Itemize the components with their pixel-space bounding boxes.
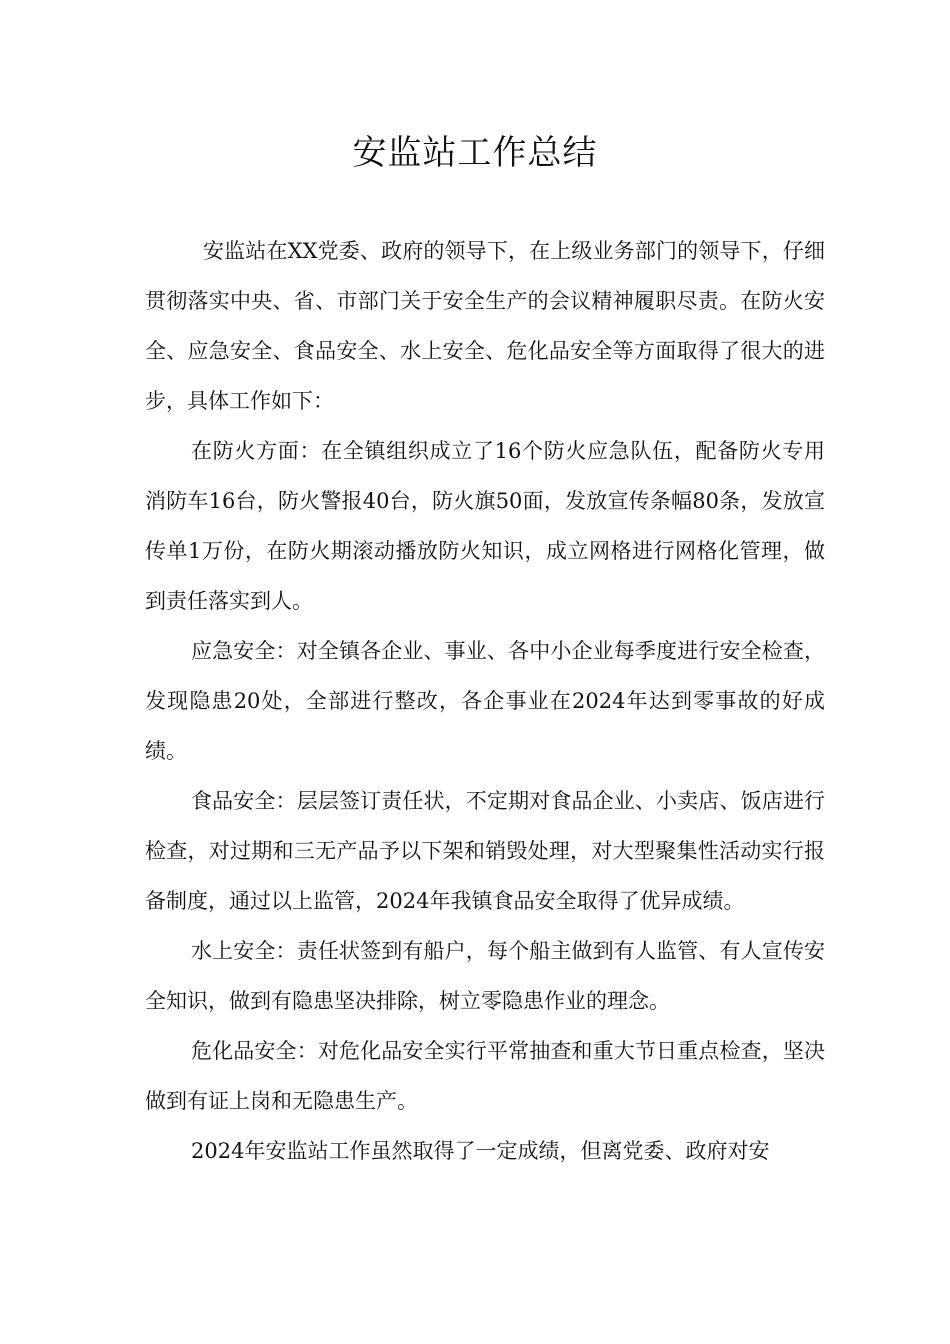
paragraph-food-safety: 食品安全：层层签订责任状，不定期对食品企业、小卖店、饭店进行检查，对过期和三无产品予以下架和销毁处理，对大型聚集性活动实行报备制度，通过以上监管，2024年我镇食品安全取得了优异成绩。 — [145, 789, 825, 913]
paragraph-hazardous-chemicals: 危化品安全：对危化品安全实行平常抽查和重大节日重点检查，坚决做到有证上岗和无隐患生产。 — [145, 1039, 825, 1113]
paragraph-water-safety: 水上安全：责任状签到有船户，每个船主做到有人监管、有人宣传安全知识，做到有隐患坚决排除，树立零隐患作业的理念。 — [145, 939, 825, 1013]
paragraph-emergency-safety: 应急安全：对全镇各企业、事业、各中小企业每季度进行安全检查，发现隐患20处，全部进行整改，各企事业在2024年达到零事故的好成绩。 — [145, 639, 825, 763]
document-title: 安监站工作总结 — [352, 133, 598, 173]
document-body — [145, 226, 825, 1176]
paragraph-intro: 安监站在XX党委、政府的领导下，在上级业务部门的领导下，仔细贯彻落实中央、省、市部门关于安全生产的会议精神履职尽责。在防火安全、应急安全、食品安全、水上安全、危化品安全等方面取得了很大的进步，具体工作如下： — [145, 239, 825, 413]
paragraph-fire-safety: 在防火方面：在全镇组织成立了16个防火应急队伍，配备防火专用消防车16台，防火警报40台，防火旗50面，发放宣传条幅80条，发放宣传单1万份，在防火期滚动播放防火知识，成立网格进行网格化管理，做到责任落实到人。 — [145, 439, 825, 613]
paragraph-summary: 2024年安监站工作虽然取得了一定成绩，但离党委、政府对安 — [191, 1139, 770, 1163]
